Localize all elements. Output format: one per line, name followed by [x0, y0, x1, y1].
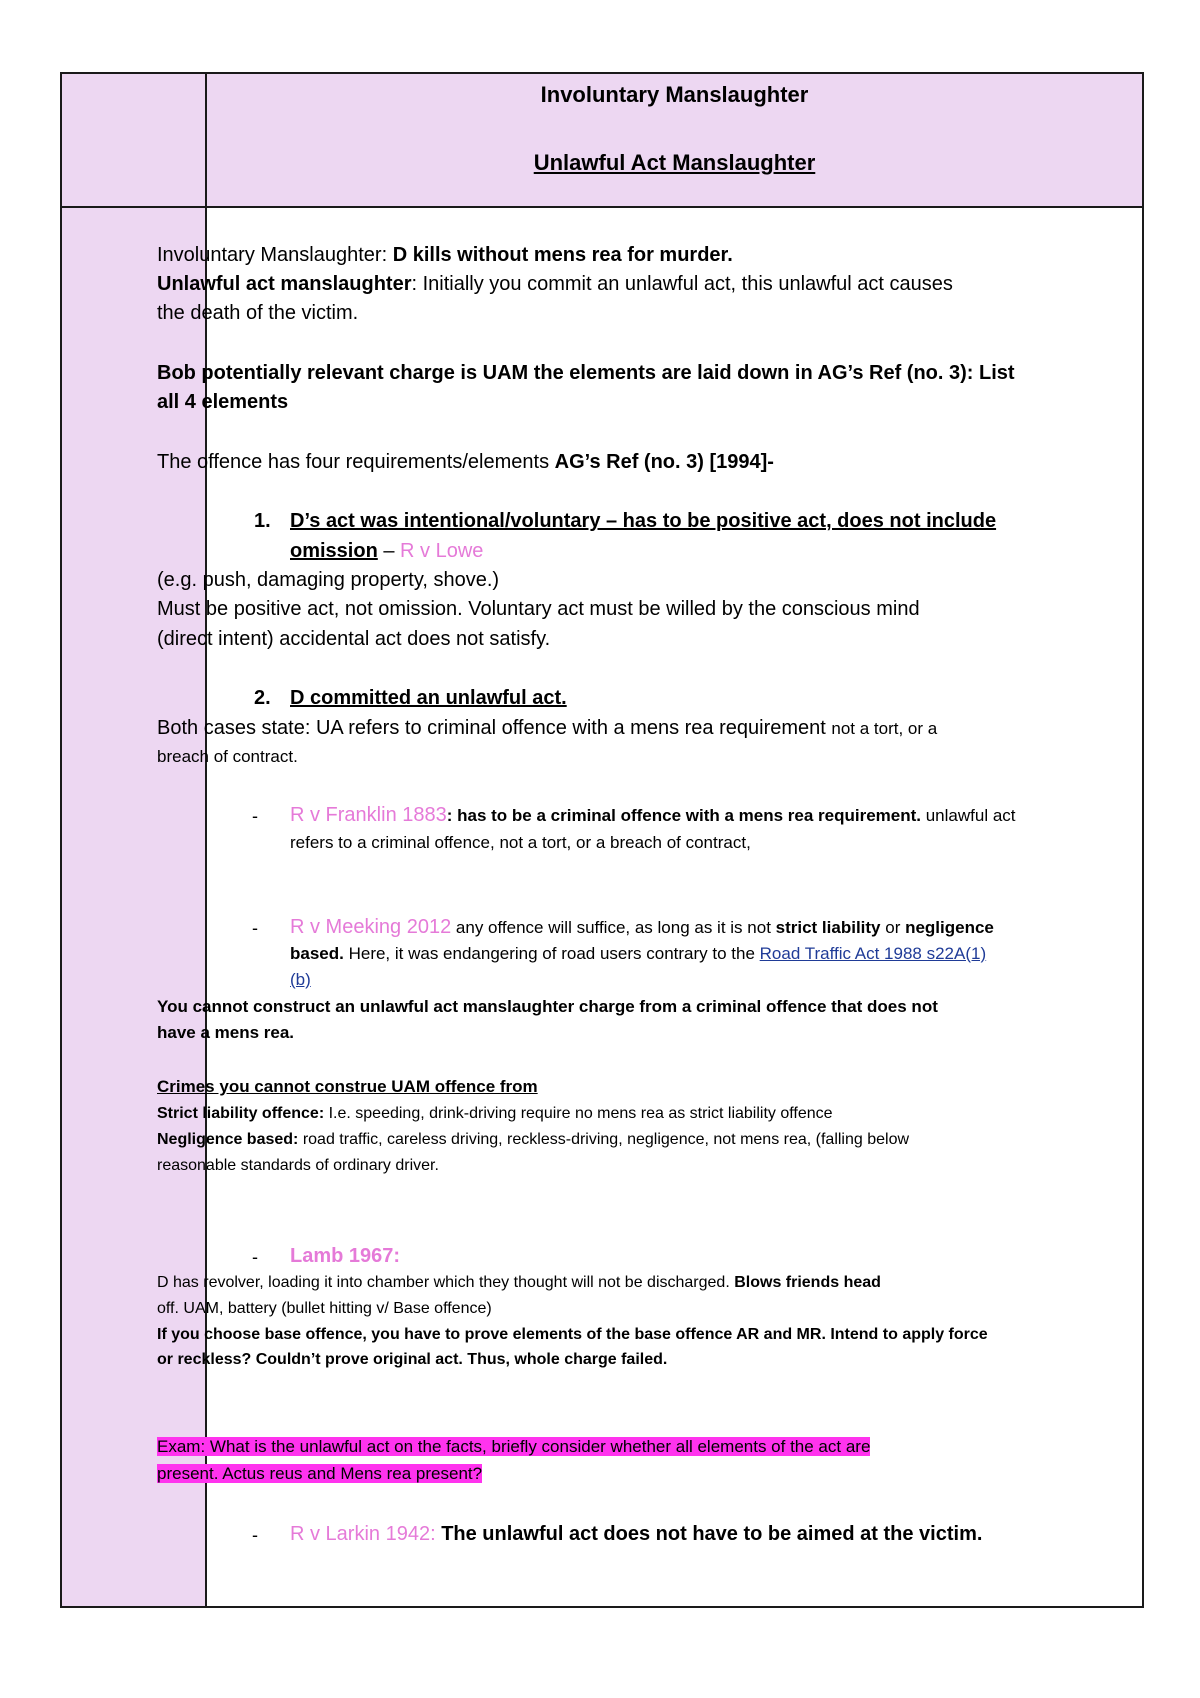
bob-line-1: Bob potentially relevant charge is UAM the elements are laid down in AG’s Ref (no. 3): List — [157, 362, 1015, 384]
franklin-line-2: refers to a criminal offence, not a tort, or a breach of contract, — [290, 833, 751, 852]
exam-line-1 — [157, 1434, 870, 1460]
franklin-bullet: - — [252, 806, 258, 826]
lamb-bullet: - — [252, 1247, 258, 1267]
meeking-line-1 — [290, 912, 994, 942]
ua-line-2: the death of the victim. — [157, 302, 359, 324]
def-text: D kills without mens rea for murder. — [392, 244, 733, 266]
case-r-v-meeking: R v Meeking 2012 — [290, 916, 452, 938]
meeking-based: based. — [290, 944, 344, 963]
meeking-text-1a: any offence will suffice, as long as it is not — [451, 918, 776, 937]
meeking-line-3 — [290, 967, 311, 993]
strict-text: I.e. speeding, drink-driving require no mens rea as strict liability offence — [324, 1105, 833, 1122]
element-1-heading-1: D’s act was intentional/voluntary – has to be positive act, does not include — [290, 510, 997, 532]
negligence-line — [157, 1127, 909, 1152]
offence-text: The offence has four requirements/elements — [157, 451, 555, 473]
page-subtitle: Unlawful Act Manslaughter — [533, 150, 816, 175]
meeking-strict: strict liability — [775, 918, 881, 937]
road-traffic-act-link[interactable]: Road Traffic Act 1988 s22A(1) — [759, 944, 987, 963]
cannot-line-2: have a mens rea. — [157, 1023, 295, 1042]
element-2-number: 2. — [254, 687, 271, 709]
both-cases-tail: not a tort, or a — [831, 719, 938, 738]
strict-label: Strict liability offence: — [157, 1105, 325, 1122]
franklin-bold: : has to be a criminal offence with a mens rea requirement. — [446, 806, 921, 825]
case-r-v-franklin: R v Franklin 1883 — [290, 804, 447, 826]
lamb-line-3: If you choose base offence, you have to prove elements of the base offence AR and MR. Intend to apply force — [157, 1326, 988, 1343]
element-1-eg: (e.g. push, damaging property, shove.) — [157, 569, 500, 591]
negligence-line-2: reasonable standards of ordinary driver. — [157, 1157, 439, 1174]
exam-highlight-1: Exam: What is the unlawful act on the facts, briefly consider whether all elements of the act are — [157, 1437, 871, 1456]
element-1-heading-2-line — [290, 536, 483, 566]
element-2-both-1 — [157, 713, 937, 743]
ua-text-1: : Initially you commit an unlawful act, this unlawful act causes — [411, 273, 953, 295]
bob-line-2: all 4 elements — [157, 391, 289, 413]
lamb-line-1a: D has revolver, loading it into chamber which they thought will not be discharged. — [157, 1274, 735, 1291]
header-left-cell — [62, 74, 207, 208]
exam-highlight-2: present. Actus reus and Mens rea present? — [157, 1464, 483, 1483]
larkin-line — [290, 1519, 982, 1549]
offence-line — [157, 447, 774, 477]
franklin-line-1 — [290, 800, 1016, 830]
larkin-bullet: - — [252, 1525, 258, 1545]
body-left-cell — [62, 208, 207, 1606]
negligence-text: road traffic, careless driving, reckless-driving, negligence, not mens rea, (falling below — [298, 1131, 910, 1148]
negligence-label: Negligence based: — [157, 1131, 299, 1148]
strict-liability-line — [157, 1101, 833, 1126]
franklin-rest: unlawful act — [921, 806, 1016, 825]
lamb-line-1b: Blows friends head — [734, 1274, 881, 1291]
meeking-text-2b: Here, it was endangering of road users contrary to the — [343, 944, 760, 963]
element-2-both-2: breach of contract. — [157, 747, 298, 766]
header-right-cell — [207, 74, 1142, 208]
ua-line-1 — [157, 269, 953, 299]
element-1-heading-2: omission — [290, 540, 378, 562]
element-1-dash: – — [377, 540, 401, 562]
exam-line-2 — [157, 1461, 482, 1487]
def-label: Involuntary Manslaughter: — [157, 244, 388, 266]
meeking-bullet: - — [252, 918, 258, 938]
cannot-line-1: You cannot construct an unlawful act manslaughter charge from a criminal offence that does not — [157, 997, 938, 1016]
case-r-v-larkin: R v Larkin 1942: — [290, 1523, 436, 1545]
definition-line — [157, 240, 733, 270]
case-r-v-lowe: R v Lowe — [400, 540, 484, 562]
lamb-line-1 — [157, 1270, 881, 1295]
element-2-heading: D committed an unlawful act. — [290, 687, 567, 709]
meeking-or: or — [880, 918, 906, 937]
ua-label: Unlawful act manslaughter — [157, 273, 412, 295]
case-lamb: Lamb 1967: — [290, 1245, 401, 1267]
element-1-body-1: Must be positive act, not omission. Voluntary act must be willed by the conscious mind — [157, 598, 920, 620]
meeking-negligence: negligence — [905, 918, 994, 937]
element-1-body-2: (direct intent) accidental act does not satisfy. — [157, 628, 551, 650]
crimes-heading: Crimes you cannot construe UAM offence from — [157, 1077, 538, 1096]
element-1-number: 1. — [254, 510, 271, 532]
body-right-cell — [207, 208, 1142, 1606]
page-title: Involuntary Manslaughter — [540, 82, 809, 107]
both-cases-text: Both cases state: UA refers to criminal offence with a mens rea requirement — [157, 717, 832, 739]
road-traffic-act-link-b[interactable]: (b) — [290, 970, 311, 989]
lamb-line-4: or reckless? Couldn’t prove original act. Thus, whole charge failed. — [157, 1351, 668, 1368]
meeking-line-2 — [290, 941, 986, 967]
offence-ref: AG’s Ref (no. 3) [1994]- — [554, 451, 774, 473]
larkin-text: The unlawful act does not have to be aimed at the victim. — [435, 1523, 983, 1545]
lamb-line-2: off. UAM, battery (bullet hitting v/ Base offence) — [157, 1300, 492, 1317]
